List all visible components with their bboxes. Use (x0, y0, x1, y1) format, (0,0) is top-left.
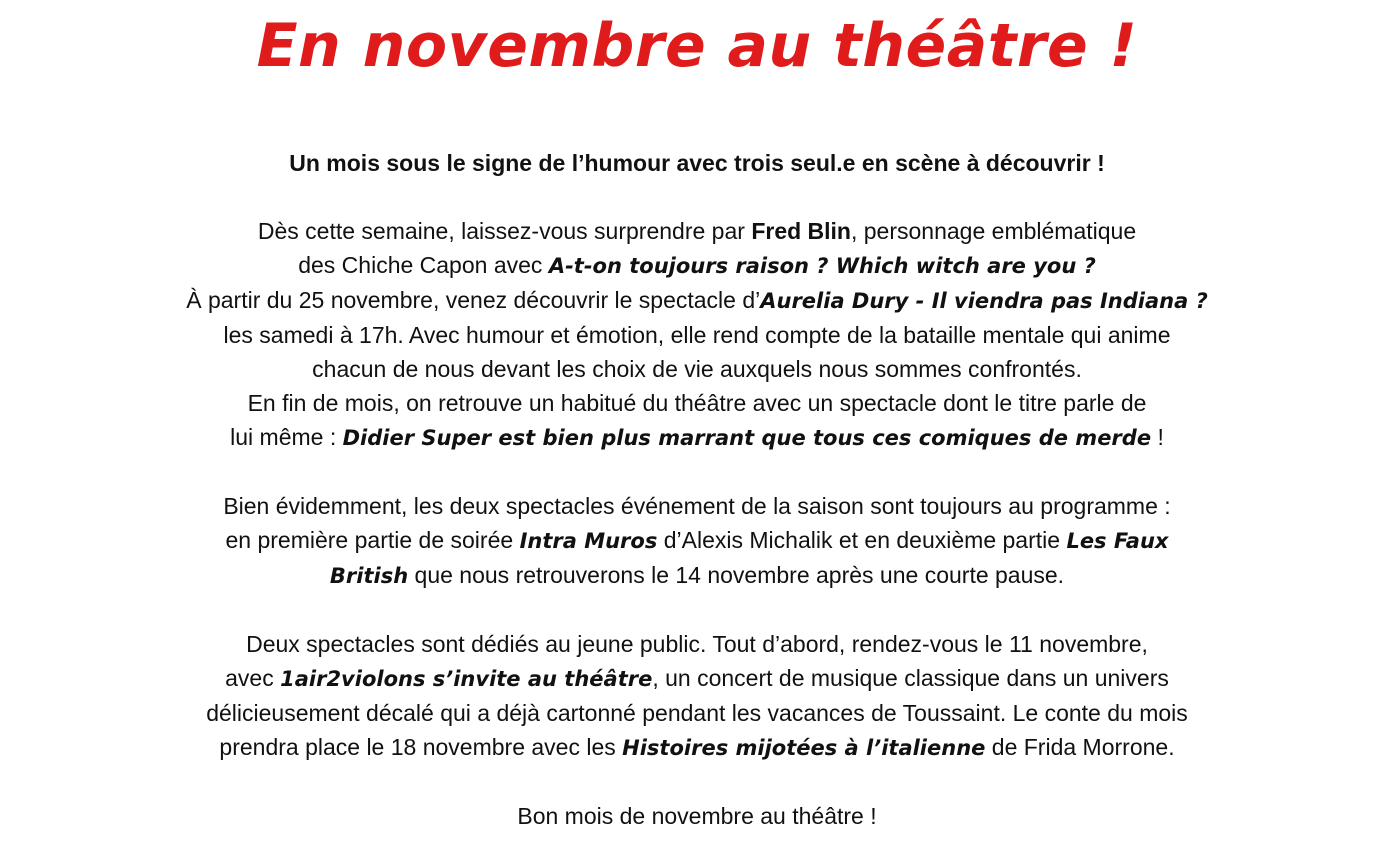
paragraph-events (40, 489, 1354, 593)
text-line: des Chiche Capon avec A-t-on toujours raison ? Which witch are you ? (298, 252, 1096, 278)
text-line: les samedi à 17h. Avec humour et émotion, elle rend compte de la bataille mentale qui anime (223, 322, 1171, 348)
paragraph-young-public (40, 627, 1354, 765)
paragraph-humour (40, 214, 1354, 455)
text-line: prendra place le 18 novembre avec les Histoires mijotées à l’italienne de Frida Morrone. (219, 734, 1175, 760)
show-title: 1air2violons s’invite au théâtre (280, 667, 653, 691)
text-line: en première partie de soirée Intra Muros d’Alexis Michalik et en deuxième partie Les Faux (225, 527, 1169, 553)
text-line: Deux spectacles sont dédiés au jeune public. Tout d’abord, rendez-vous le 11 novembre, (246, 631, 1148, 657)
page-title: En novembre au théâtre ! (256, 11, 1138, 81)
intro-text: Un mois sous le signe de l’humour avec trois seul.e en scène à découvrir ! (289, 150, 1105, 176)
text-line: lui même : Didier Super est bien plus marrant que tous ces comiques de merde ! (230, 424, 1164, 450)
show-title: Histoires mijotées à l’italienne (622, 736, 986, 760)
text-line: avec 1air2violons s’invite au théâtre, un concert de musique classique dans un univers (225, 665, 1169, 691)
show-title: Aurelia Dury - Il viendra pas Indiana ? (760, 289, 1208, 313)
text-line: En fin de mois, on retrouve un habitué du théâtre avec un spectacle dont le titre parle de (247, 390, 1147, 416)
text-line: délicieusement décalé qui a déjà cartonné pendant les vacances de Toussaint. Le conte du mois (206, 700, 1188, 726)
text-line: Dès cette semaine, laissez-vous surprendre par Fred Blin, personnage emblématique (257, 218, 1137, 244)
show-title: British (329, 564, 409, 588)
text-line: Bien évidemment, les deux spectacles événement de la saison sont toujours au programme : (223, 493, 1171, 519)
article-body (40, 146, 1354, 833)
closing-text: Bon mois de novembre au théâtre ! (517, 803, 877, 829)
text-line: British que nous retrouverons le 14 novembre après une courte pause. (329, 562, 1065, 588)
artist-name: Fred Blin (751, 218, 851, 244)
show-title: A-t-on toujours raison ? Which witch are you ? (548, 254, 1096, 278)
show-title: Intra Muros (519, 529, 658, 553)
text-line: À partir du 25 novembre, venez découvrir le spectacle d’Aurelia Dury - Il viendra pas Indiana ? (186, 287, 1208, 313)
text-line: chacun de nous devant les choix de vie auxquels nous sommes confrontés. (312, 356, 1082, 382)
show-title: Didier Super est bien plus marrant que tous ces comiques de merde (342, 426, 1152, 450)
show-title: Les Faux (1066, 529, 1169, 553)
